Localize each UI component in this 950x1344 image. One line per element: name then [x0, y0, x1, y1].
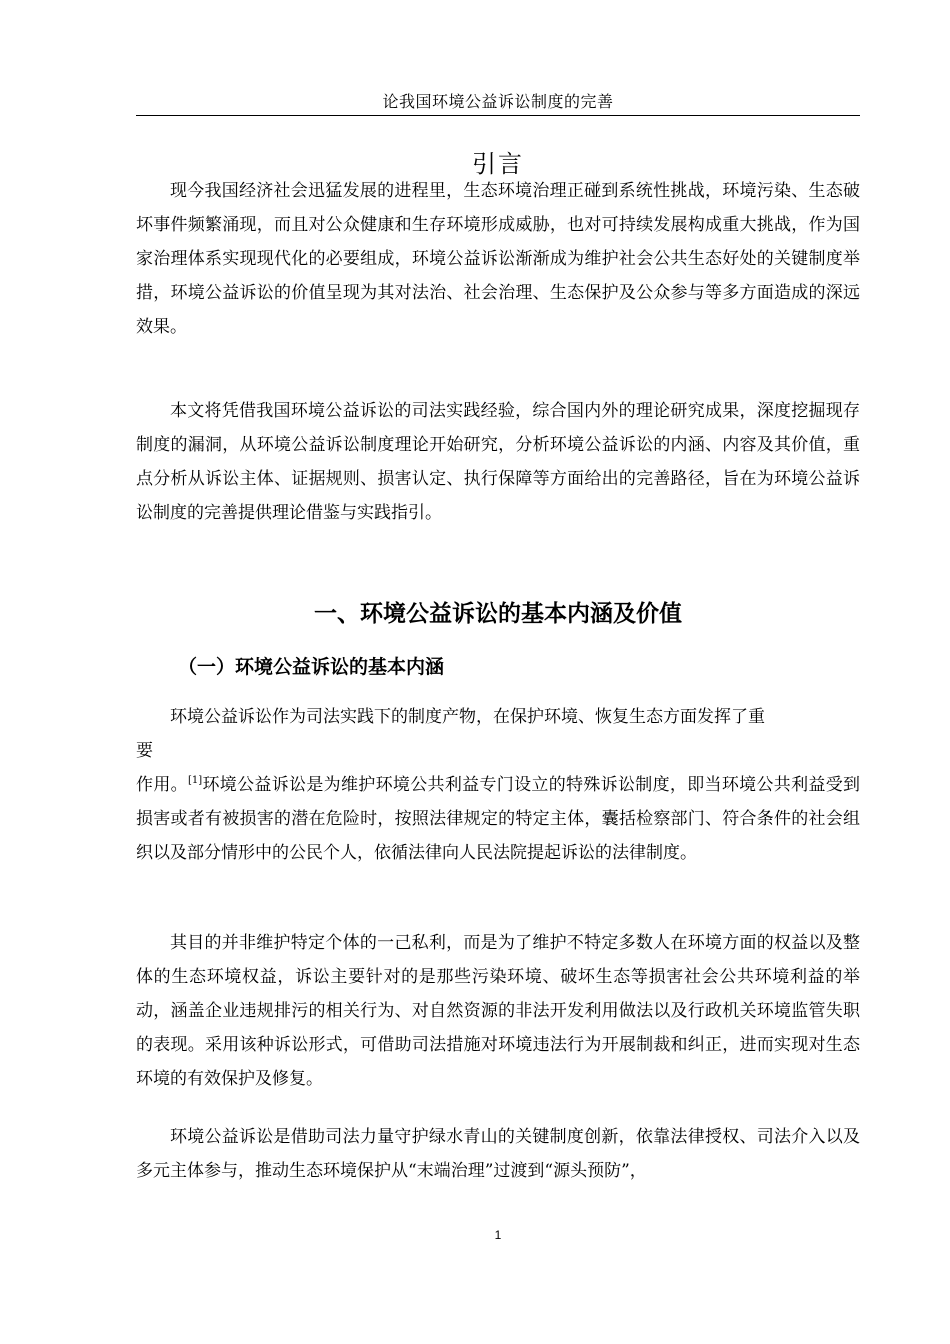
intro-paragraph-2: 本文将凭借我国环境公益诉讼的司法实践经验，综合国内外的理论研究成果，深度挖掘现存制度的漏洞，从环境公益诉讼制度理论开始研究，分析环境公益诉讼的内涵、内容及其价值，重点分析从诉讼主体、证据规则、损害认定、执行保障等方面给出的完善路径，旨在为环境公益诉讼制度的完善提供理论借鉴与实践指引。	[136, 401, 860, 523]
body-paragraph-1-text: 环境公益诉讼是为维护环境公共利益专门设立的特殊诉讼制度，即当环境公共利益受到损害或者有被损害的潜在危险时，按照法律规定的特定主体，囊括检察部门、符合条件的社会组织以及部分情形中的公民个人，依循法律向人民法院提起诉讼的法律制度。	[136, 775, 861, 863]
body-paragraph-1-line-1: 环境公益诉讼作为司法实践下的制度产物，在保护环境、恢复生态方面发挥了重	[170, 707, 765, 727]
intro-heading: 引言	[472, 150, 524, 178]
body-paragraph-2: 其目的并非维护特定个体的一己私利，而是为了维护不特定多数人在环境方面的权益以及整体的生态环境权益，诉讼主要针对的是那些污染环境、破坏生态等损害社会公共环境利益的举动，涵盖企业违规排污的相关行为、对自然资源的非法开发利用做法以及行政机关环境监管失职的表现。采用该种诉讼形式，可借助司法措施对环境违法行为开展制裁和纠正，进而实现对生态环境的有效保护及修复。	[136, 933, 860, 1089]
body-paragraph-3: 环境公益诉讼是借助司法力量守护绿水青山的关键制度创新，依靠法律授权、司法介入以及多元主体参与，推动生态环境保护从“末端治理”过渡到“源头预防”，	[136, 1127, 860, 1181]
body-paragraph-1-lead: 作用。	[136, 775, 188, 795]
body-paragraph-1-line-2: 要	[136, 741, 153, 761]
header-rule	[136, 115, 860, 116]
body-paragraph-1-rest	[136, 768, 860, 870]
page-number: 1	[494, 1228, 502, 1242]
intro-paragraph-1: 现今我国经济社会迅猛发展的进程里，生态环境治理正碰到系统性挑战，环境污染、生态破坏事件频繁涌现，而且对公众健康和生存环境形成威胁，也对可持续发展构成重大挑战，作为国家治理体系实现现代化的必要组成，环境公益诉讼渐渐成为维护社会公共生态好处的关键制度举措，环境公益诉讼的价值呈现为其对法治、社会治理、生态保护及公众参与等多方面造成的深远效果。	[136, 181, 860, 337]
running-header: 论我国环境公益诉讼制度的完善	[382, 92, 614, 111]
body-paragraph-1	[136, 700, 860, 870]
section-heading: 一、环境公益诉讼的基本内涵及价值	[314, 601, 682, 627]
citation-marker[interactable]: [1]	[187, 775, 203, 786]
subsection-heading: （一）环境公益诉讼的基本内涵	[178, 656, 445, 678]
